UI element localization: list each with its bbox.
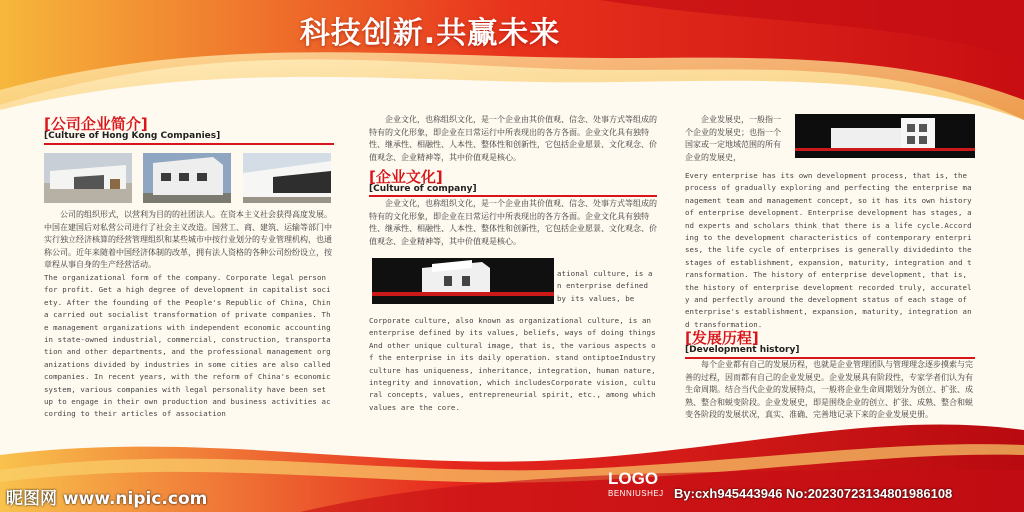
- logo-subtext: BENNIUSHEJ: [608, 489, 664, 498]
- building-render-2: [795, 114, 975, 158]
- building-render-1: [372, 258, 554, 304]
- culture-side-text-en: ational culture, is an enterprise defined by its values, be: [557, 269, 653, 303]
- section-subheading-company-profile: [Culture of Hong Kong Companies]: [44, 131, 221, 141]
- heading-underline: [369, 195, 657, 197]
- history-intro-text-cn: 企业发展史，一般指一个企业的发展史；也指一个国家或一定地域范围的所有企业的发展史，: [685, 115, 781, 162]
- logo-text: LOGO: [608, 469, 659, 488]
- culture-intro-text-cn: 企业文化，也称组织文化，是一个企业由其价值观、信念、处事方式等组成的特有的文化形象，即企业在日常运行中所表现出的各方各面。企业文化具有独特性、继承性、相融性、人本性、整体性和创新性，它包括企业愿景、文化观念、价值观念、企业精神等，其中价值观是核心。: [369, 115, 657, 162]
- watermark-site: 昵图网 www.nipic.com: [6, 489, 208, 509]
- building-photo-2: [143, 153, 231, 203]
- section-subheading-culture: [Culture of company]: [369, 184, 477, 194]
- banner-title: 科技创新.共赢未来: [299, 16, 561, 51]
- watermark-id: By:cxh945443946 No:20230723134801986108: [674, 486, 953, 501]
- building-photo-3: [243, 153, 331, 203]
- history-text-cn: 每个企业都有自己的发展历程，也就是企业管理团队与管理理念逐步摸索与完善的过程，因而都有自己的企业发展史。企业发展具有阶段性，专家学者们认为有生命周期。结合当代企业的发展特点，一般将企业生命周期划分为创立、扩张、成熟、整合和蜕变阶段。企业发展史，即是围绕企业的创立、扩张、成熟、整合和蜕变各阶段的发展状况，真实、准确、完善地记录下来的企业发展史册。: [685, 360, 973, 419]
- company-profile-text-en: The organizational form of the company. Corporate legal person for profit. Get a high degree of development in capitalist society. After the founding of the People's Republic of China, China carried out socialist transformation of private companies. The management organizations with independent economic accounting in state-owned industrial, commercial, construction, transportation and other departments, and the professional management organizations divided by industries in some cities are also called companies. In recent years, with the reform of China's economic system, various companies with legal personality have been set up to engage in their own production and business activities according to their articles of association: [44, 273, 331, 419]
- section-subheading-history: [Development history]: [685, 345, 800, 355]
- heading-underline: [44, 143, 334, 145]
- history-text-en: Every enterprise has its own development process, that is, the process of gradually exploring and perfecting the enterprise management team and management concept, so it has its own history of enterprise development. Enterprise development has stages, and experts and scholars think that there is a life cycle.According to the development characteristics of contemporary enterprises, the life cycle of enterprises is generally dividedinto the stages of establishment, expansion, maturity, integration and transformation. The history of enterprise development, that is, the history of enterprise development recorded truly, accurately and perfectly around the development status of each stage of enterprise's establishment, expansion, maturity, integration and transformation.: [685, 171, 972, 329]
- culture-text-cn: 企业文化，也称组织文化，是一个企业由其价值观、信念、处事方式等组成的特有的文化形象，即企业在日常运行中所表现出的各方各面。企业文化具有独特性、继承性、相融性、人本性、整体性和创新性，它包括企业愿景、文化观念、价值观念、企业精神等，其中价值观是核心。: [369, 199, 657, 246]
- section-heading-company-profile: [公司企业简介]: [44, 115, 148, 133]
- building-photo-1: [44, 153, 132, 203]
- company-profile-text-cn: 公司的组织形式，以营利为目的的社团法人。在资本主义社会获得高度发展。中国在建国后对私营公司进行了社会主义改造。国营工、商、建筑、运输等部门中实行独立经济核算的经营管理组织和某些城市中按行业划分的专业管理机构，也通称公司。近年来随着中国经济体制的改革，拥有法人资格的各种公司纷纷设立，按章程从事自身的生产经营活动。: [44, 210, 332, 269]
- culture-text-en: Corporate culture, also known as organizational culture, is an enterprise defined by its values, beliefs, ways of doing things And other unique cultural image, that is, the various aspects of the enterprise in its daily operation. stand ontiptoeIndustry culture has uniqueness, inheritance, integration, human nature, integrity and innovation, which includesCorporate vision, cultural concepts, values, entrepreneurial spirit, etc., among which values are the core.: [369, 316, 656, 412]
- section-heading-culture: [企业文化]: [369, 168, 443, 186]
- section-heading-history: [发展历程]: [685, 329, 759, 347]
